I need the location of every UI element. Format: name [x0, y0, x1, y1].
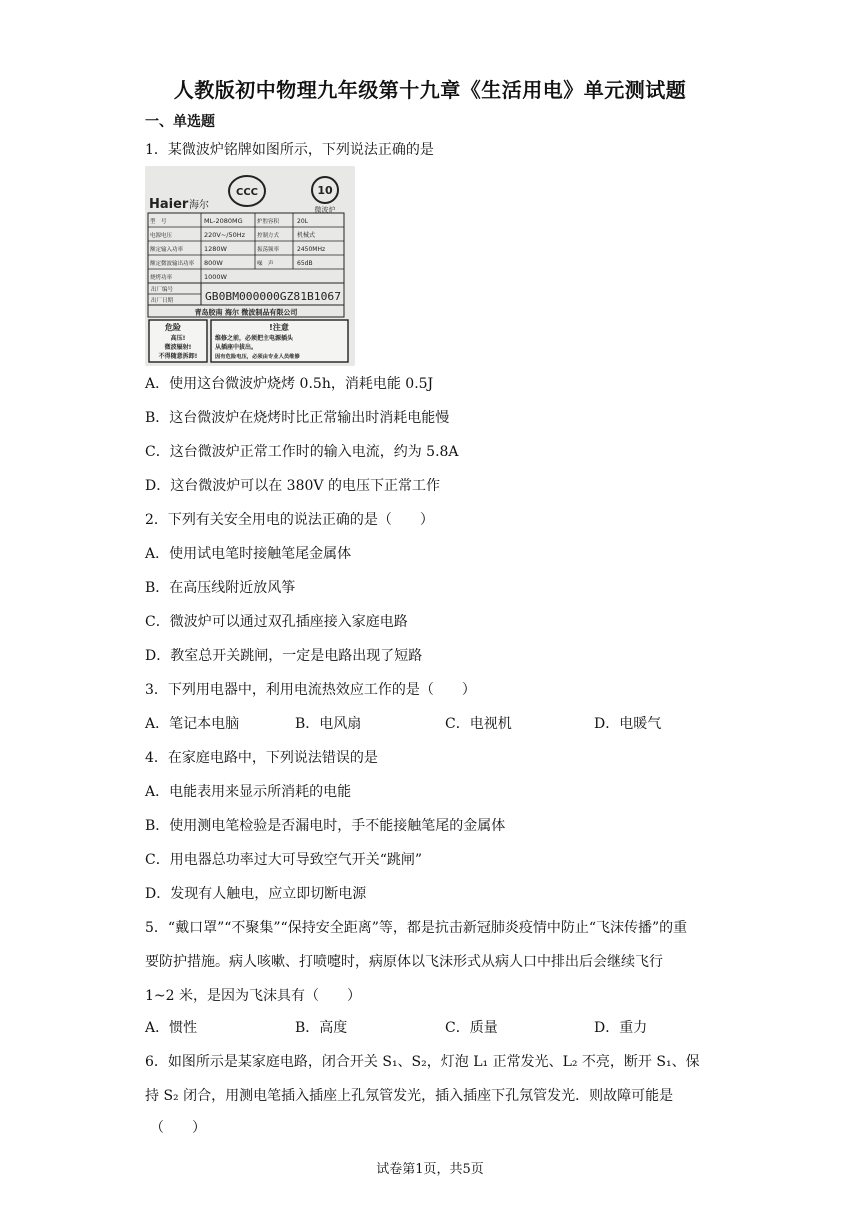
question-2-option-c: C．微波炉可以通过双孔插座接入家庭电路: [145, 614, 408, 630]
question-1-option-d: D．这台微波炉可以在 380V 的电压下正常工作: [145, 478, 440, 494]
spec-value: ML-2080MG: [204, 217, 243, 225]
question-5-line-1: 5．“戴口罩”“不聚集”“保持安全距离”等，都是抗击新冠肺炎疫情中防止“飞沫传播”的重: [145, 920, 688, 936]
spec-key: 烧烤功率: [150, 275, 173, 281]
serial-number: GB0BM000000GZ81B1067: [205, 290, 341, 303]
question-2-stem: 2．下列有关安全用电的说法正确的是（ ）: [145, 512, 434, 528]
spec-key: 额定输入功率: [150, 247, 184, 253]
notice-title: !注意: [269, 323, 289, 332]
ccc-logo-text: CCC: [235, 187, 259, 198]
question-4-option-a: A．电能表用来显示所消耗的电能: [145, 784, 352, 800]
danger-line-1: 高压!: [170, 335, 186, 342]
question-1-option-a: A．使用这台微波炉烧烤 0.5h，消耗电能 0.5J: [145, 376, 434, 392]
document-title: 人教版初中物理九年级第十九章《生活用电》单元测试题: [173, 78, 687, 102]
notice-line-2: 从插座中拔出。: [215, 344, 258, 351]
question-5-line-2: 要防护措施。病人咳嗽、打喷嚏时，病原体以飞沫形式从病人口中排出后会继续飞行: [145, 954, 663, 970]
question-4-stem: 4．在家庭电路中，下列说法错误的是: [145, 750, 378, 766]
spec-key-2: 控制方式: [257, 233, 280, 239]
question-2-option-a: A．使用试电笔时接触笔尾金属体: [145, 546, 352, 562]
question-5-line-3: 1~2 米，是因为飞沫具有（ ）: [145, 988, 361, 1004]
notice-line-3: 因有危险电压，必须由专业人员维修: [215, 354, 300, 360]
spec-key-2: 振荡频率: [257, 247, 280, 253]
question-4-option-b: B．使用测电笔检验是否漏电时，手不能接触笔尾的金属体: [145, 818, 506, 834]
question-5-option-d: D．重力: [594, 1020, 648, 1036]
question-5-option-c: C．质量: [445, 1020, 498, 1036]
serial-label-1: 出厂编号: [151, 287, 174, 293]
question-4-option-d: D．发现有人触电，应立即切断电源: [145, 886, 367, 902]
danger-title: 危险: [165, 323, 181, 332]
question-6-line-2: 持 S₂ 闭合，用测电笔插入插座上孔氖管发光，插入插座下孔氖管发光．则故障可能是: [145, 1088, 674, 1104]
spec-key: 电源电压: [150, 233, 173, 239]
spec-key-2: 噪 声: [257, 261, 274, 267]
question-5-option-a: A．惯性: [145, 1020, 198, 1036]
spec-key-2: 炉腔容积: [257, 219, 280, 225]
question-3-option-b: B．电风扇: [295, 716, 362, 732]
page-footer: 试卷第1页，共5页: [376, 1162, 484, 1177]
danger-line-2: 微波辐射!: [164, 344, 192, 351]
question-2-option-b: B．在高压线附近放风筝: [145, 580, 296, 596]
spec-value: 1280W: [204, 245, 227, 253]
question-3-option-d: D．电暖气: [594, 716, 662, 732]
nameplate-brand-cn: 海尔: [189, 200, 209, 211]
spec-value: 220V~/50Hz: [204, 231, 246, 239]
question-4-option-c: C．用电器总功率过大可导致空气开关“跳闸”: [145, 852, 423, 868]
question-5-option-b: B．高度: [295, 1020, 348, 1036]
question-3-option-c: C．电视机: [445, 716, 512, 732]
question-1-option-b: B．这台微波炉在烧烤时比正常输出时消耗电能慢: [145, 410, 450, 426]
question-2-option-d: D．教室总开关跳闸，一定是电路出现了短路: [145, 648, 423, 664]
question-6-line-1: 6．如图所示是某家庭电路，闭合开关 S₁、S₂，灯泡 L₁ 正常发光、L₂ 不亮，断开 S₁、保: [145, 1054, 700, 1070]
serial-label-2: 出厂日期: [151, 298, 174, 304]
notice-line-1: 维修之前，必须把主电源插头: [215, 335, 294, 342]
spec-value: 800W: [204, 259, 223, 267]
manufacturer: 青岛胶南 海尔 微波制品有限公司: [194, 308, 298, 317]
microwave-nameplate-image: [145, 166, 355, 366]
spec-value-2: 65dB: [297, 260, 313, 267]
nameplate-type: 微波炉: [314, 206, 336, 214]
cert-number: 10: [317, 184, 333, 197]
danger-line-3: 不得随意拆卸!: [158, 353, 198, 360]
section-heading: 一、单选题: [145, 114, 215, 130]
spec-key: 型 号: [150, 219, 167, 225]
question-3-stem: 3．下列用电器中，利用电流热效应工作的是（ ）: [145, 682, 476, 698]
question-1-stem: 1．某微波炉铭牌如图所示，下列说法正确的是: [145, 142, 434, 158]
question-6-line-3: （ ）: [150, 1120, 206, 1136]
spec-value: 1000W: [204, 273, 227, 281]
nameplate-brand: Haier: [149, 197, 189, 212]
spec-value-2: 机械式: [297, 232, 316, 239]
spec-value-2: 2450MHz: [297, 246, 326, 253]
question-1-option-c: C．这台微波炉正常工作时的输入电流，约为 5.8A: [145, 444, 459, 460]
spec-value-2: 20L: [297, 218, 308, 225]
question-3-option-a: A．笔记本电脑: [145, 716, 240, 732]
spec-key: 额定微波输出功率: [150, 261, 195, 267]
